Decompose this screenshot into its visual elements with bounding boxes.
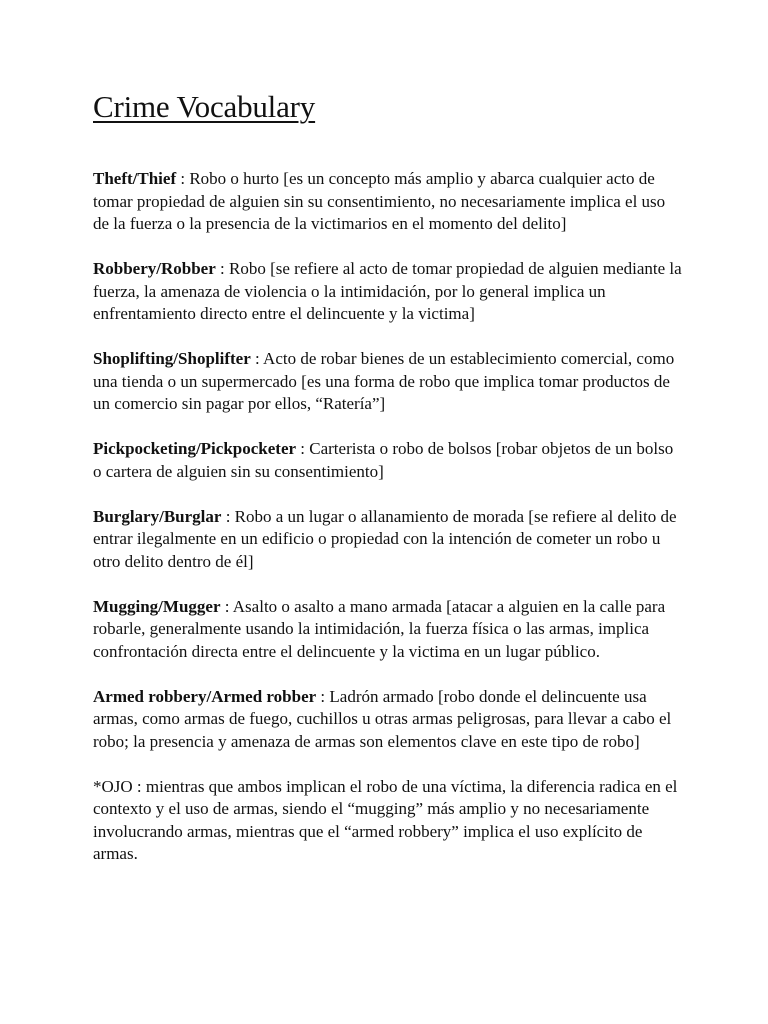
note-paragraph: *OJO : mientras que ambos implican el robo de una víctima, la diferencia radica en el contexto y el uso de armas, siendo el “mugging” más amplio y no necesariamente involucrando armas, mientras que el “armed robbery” implica el uso explícito de armas.: [93, 776, 678, 863]
entry-term: Shoplifting/Shoplifter: [93, 349, 251, 368]
entry-burglary: [93, 506, 683, 574]
entry-term: Burglary/Burglar: [93, 506, 222, 526]
entry-term: Pickpocketing/Pickpocketer: [93, 439, 297, 458]
entry-definition: : Robo a un lugar o allanamiento de morada [se refiere al delito de entrar ilegalmente en un edificio o propiedad con la intención de cometer un robo u otro delito dentro de él]: [93, 506, 677, 571]
entry-definition: : Ladrón armado [robo donde el delincuente usa armas, como armas de fuego, cuchillos u otras armas peligrosas, para llevar a cabo el robo; la presencia y amenaza de armas son elementos clave en este tipo de robo]: [93, 686, 672, 751]
entry-term: Armed robbery/Armed robber: [93, 686, 317, 706]
entry-armed-robbery: [93, 686, 683, 754]
entry-definition: : Acto de robar bienes de un establecimiento comercial, como una tienda o un supermercado [es una forma de robo que implica tomar productos de un comercio sin pagar por ellos, “Ratería”]: [93, 349, 675, 413]
entry-theft: [93, 168, 683, 236]
document-page: [93, 88, 683, 888]
entry-definition: : Robo [se refiere al acto de tomar propiedad de alguien mediante la fuerza, la amenaza de violencia o la intimidación, por lo general implica un enfrentamiento directo entre el delincuente y la victima]: [93, 259, 682, 323]
entry-term: Theft/Thief: [93, 169, 177, 188]
entry-pickpocketing: [93, 438, 683, 483]
entry-shoplifting: [93, 348, 683, 416]
entry-definition: : Robo o hurto [es un concepto más amplio y abarca cualquier acto de tomar propiedad de alguien sin su consentimiento, no necesariamente implica el uso de la fuerza o la presencia de la victimarios en el momento del delito]: [93, 169, 666, 233]
entry-definition: : Asalto o asalto a mano armada [atacar a alguien en la calle para robarle, generalmente usando la intimidación, la fuerza física o las armas, implica confrontación directa entre el delincuente y la victima en un lugar público.: [93, 596, 666, 661]
entry-mugging: [93, 596, 683, 664]
entry-term: Robbery/Robber: [93, 259, 216, 278]
entry-term: Mugging/Mugger: [93, 596, 221, 616]
page-title: Crime Vocabulary: [93, 89, 316, 124]
entry-definition: : Carterista o robo de bolsos [robar objetos de un bolso o cartera de alguien sin su consentimiento]: [93, 439, 674, 481]
entry-robbery: [93, 258, 683, 326]
